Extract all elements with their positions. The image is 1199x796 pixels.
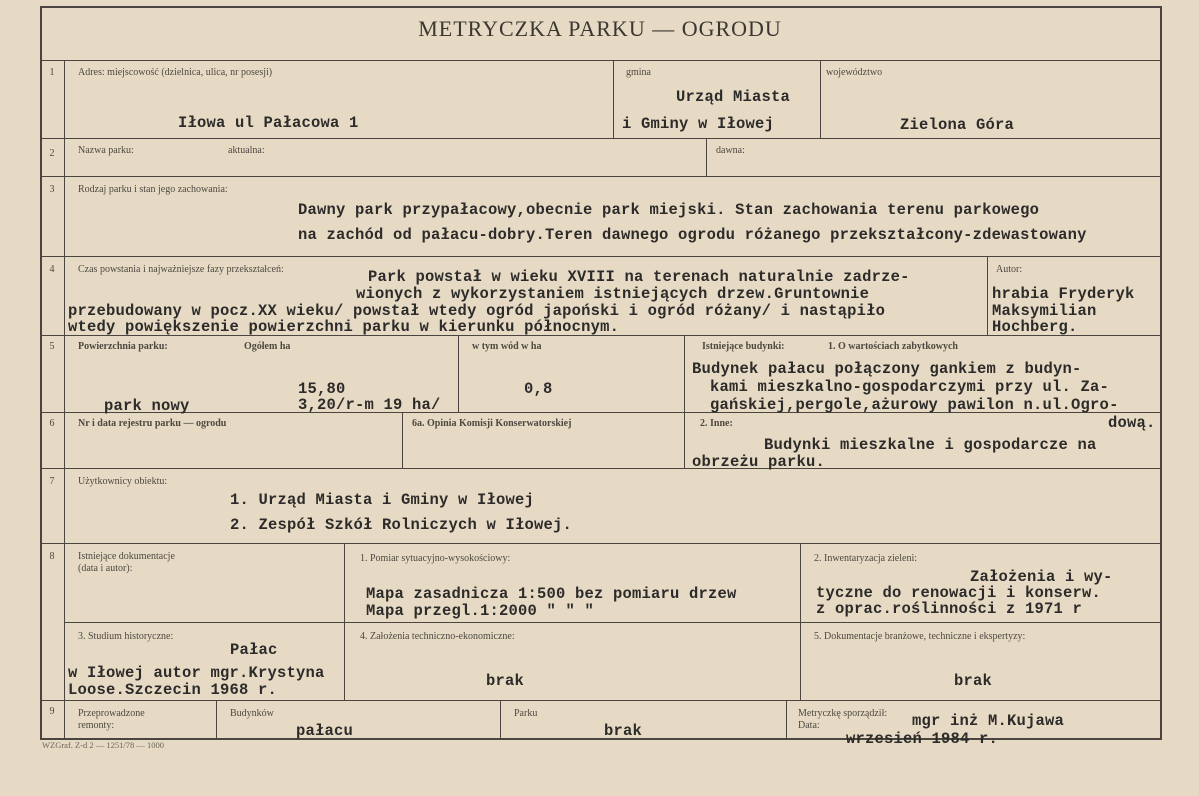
section-number: 7 [49,476,55,487]
section-number: 1 [49,67,55,78]
commission-opinion-label: 6a. Opinia Komisji Konserwatorskiej [412,418,572,429]
renovations-label: Przeprowadzone [78,708,145,719]
water-area-value: 0,8 [524,380,553,398]
col-line [820,60,821,138]
tech-economic-value: brak [486,672,525,690]
greenery-inventory-line: Założenia i wy- [970,568,1113,586]
new-park-value: 3,20/r-m 19 ha/ [298,396,441,414]
col-line [786,700,787,740]
park-name-label: Nazwa parku: [78,145,134,156]
user-entry: 1. Urząd Miasta i Gminy w Iłowej [230,491,535,509]
historical-study-label: 3. Studium historyczne: [78,631,174,642]
gmina-value-line: i Gminy w Iłowej [622,115,775,133]
section-number: 6 [49,418,55,429]
row-line [40,60,1162,61]
user-entry: 2. Zespół Szkół Rolniczych w Iłowej. [230,516,573,534]
section-number: 2 [49,148,55,159]
survey-label: 1. Pomiar sytuacyjno-wysokościowy: [360,553,511,564]
history-label: Czas powstania i najważniejsze fazy przekształceń: [78,264,284,275]
col-line [402,412,403,468]
park-renovation-label: Parku [514,708,538,719]
col-line [613,60,614,138]
buildings-line: gańskiej,pergole,ażurowy pawilon n.ul.Ogro- [710,396,1119,414]
address-label: Adres: miejscowość (dzielnica, ulica, nr posesji) [78,67,273,78]
new-park-label: park nowy [104,397,190,415]
documentation-sublabel: (data i autor): [78,563,133,574]
section-number: 8 [49,551,55,562]
other-buildings-line: obrzeżu parku. [692,453,826,471]
col-line [458,335,459,412]
historical-study-line: w Iłowej autor mgr.Krystyna [68,664,325,682]
row-line [40,700,1162,701]
history-line: przebudowany w pocz.XX wieku/ powstał wtedy ogród japoński i ogród różany/ i nastąpiło [68,302,886,320]
row-line [40,176,1162,177]
greenery-inventory-line: tyczne do renowacji i konserw. [816,584,1102,602]
row-line [40,138,1162,139]
frame-left [40,6,42,740]
author-line: Hochberg. [992,318,1078,336]
other-buildings-label: 2. Inne: [700,418,733,429]
survey-line: Mapa przegl.1:2000 " " " [366,602,595,620]
building-renovation-label: Budynków [230,708,274,719]
park-renovation-value: brak [604,722,643,740]
current-name-label: aktualna: [228,145,265,156]
branch-docs-value: brak [954,672,993,690]
prepared-by-label: Metryczkę sporządził: [798,708,888,719]
section-number: 9 [49,706,55,717]
frame-right [1160,6,1162,740]
historic-buildings-label: 1. O wartościach zabytkowych [828,341,958,352]
branch-docs-label: 5. Dokumentacje branżowe, techniczne i ekspertyzy: [814,631,1026,642]
num-column-line [64,60,65,740]
history-line: wionych z wykorzystaniem istniejących drzew.Gruntownie [356,285,870,303]
address-value: Iłowa ul Pałacowa 1 [178,114,359,132]
greenery-inventory-line: z oprac.roślinności z 1971 r [816,600,1083,618]
park-type-line: na zachód od pałacu-dobry.Teren dawnego ogrodu różanego przekształcony-zdewastowany [298,226,1087,244]
historical-study-line: Pałac [230,641,278,659]
history-line: wtedy powiększenie powierzchni parku w kierunku północnym. [68,318,620,336]
date-label: Data: [798,720,820,731]
voivodeship-value: Zielona Góra [900,116,1015,134]
total-area-label: Ogółem ha [244,341,291,352]
col-line [706,138,707,176]
author-line: Maksymilian [992,302,1097,320]
buildings-line: kami mieszkalno-gospodarczymi przy ul. Za- [710,378,1110,396]
col-line [216,700,217,740]
row-line [40,256,1162,257]
buildings-line: dową. [1108,414,1156,432]
register-label: Nr i data rejestru parku — ogrodu [78,418,227,429]
renovations-sublabel: remonty: [78,720,115,731]
row-line [64,622,1162,623]
building-renovation-value: pałacu [296,722,354,740]
voivodeship-label: województwo [826,67,883,78]
buildings-line: Budynek pałacu połączony gankiem z budyn- [692,360,1082,378]
print-code: WZGraf. Z-d 2 — 1251/78 — 1000 [42,740,165,750]
users-label: Użytkownicy obiektu: [78,476,168,487]
col-line [987,256,988,335]
date-value: wrzesień 1984 r. [846,730,999,748]
section-number: 5 [49,341,55,352]
area-label: Powierzchnia parku: [78,341,168,352]
historical-study-line: Loose.Szczecin 1968 r. [68,681,278,699]
buildings-label: Istniejące budynki: [702,341,785,352]
other-buildings-line: Budynki mieszkalne i gospodarcze na [764,436,1097,454]
documentation-label: Istniejące dokumentacje [78,551,175,562]
park-type-label: Rodzaj parku i stan jego zachowania: [78,184,228,195]
history-line: Park powstał w wieku XVIII na terenach naturalnie zadrze- [368,268,910,286]
row-line [40,543,1162,544]
author-line: hrabia Fryderyk [992,285,1135,303]
section-number: 3 [49,184,55,195]
gmina-value-line: Urząd Miasta [676,88,791,106]
section-number: 4 [49,264,55,275]
col-line [500,700,501,740]
form-title: METRYCZKA PARKU — OGRODU [418,16,782,41]
col-line [800,543,801,700]
frame-top [40,6,1162,8]
tech-economic-label: 4. Założenia techniczno-ekonomiczne: [360,631,515,642]
col-line [344,543,345,700]
row-line [40,468,1162,469]
total-area-value: 15,80 [298,380,346,398]
prepared-by-value: mgr inż M.Kujawa [912,712,1065,730]
park-type-line: Dawny park przypałacowy,obecnie park miejski. Stan zachowania terenu parkowego [298,201,1040,219]
author-label: Autor: [996,264,1023,275]
col-line [684,335,685,468]
former-name-label: dawna: [716,145,745,156]
survey-line: Mapa zasadnicza 1:500 bez pomiaru drzew [366,585,737,603]
gmina-label: gmina [626,67,651,78]
water-area-label: w tym wód w ha [472,341,542,352]
greenery-inventory-label: 2. Inwentaryzacja zieleni: [814,553,917,564]
